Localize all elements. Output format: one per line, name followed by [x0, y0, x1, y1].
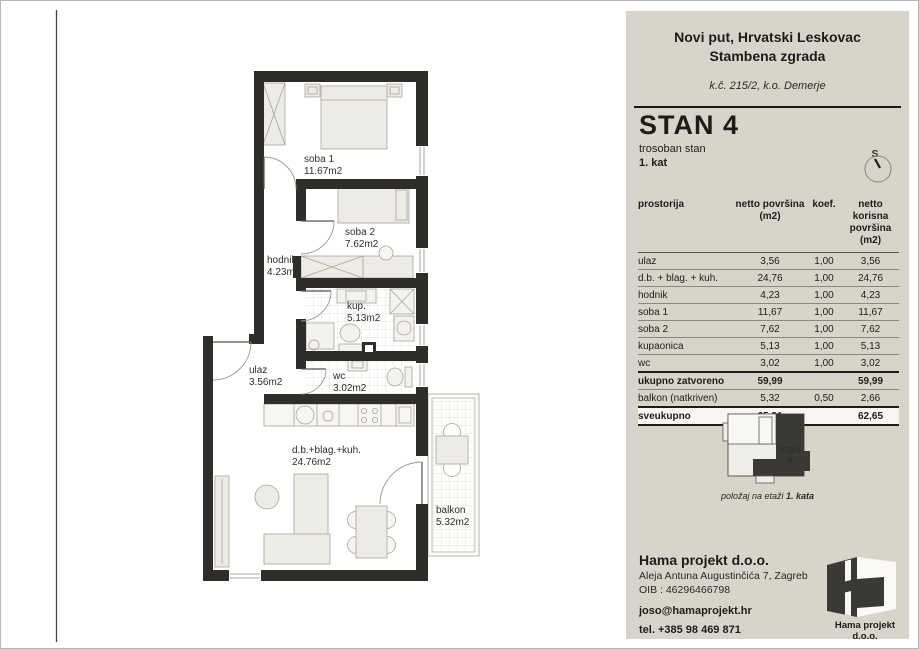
title-block-panel — [626, 11, 909, 642]
cell-room: kupaonica — [638, 338, 734, 355]
door-entrance — [213, 342, 251, 380]
compass-icon — [861, 146, 901, 188]
col-header: netto korisna površina (m2) — [842, 199, 899, 253]
project-title-line2: Stambena zgrada — [709, 48, 826, 64]
table-row — [638, 355, 899, 373]
apartment-id: STAN 4 — [639, 110, 740, 140]
room-area: 5.32m2 — [436, 517, 470, 528]
company-logo — [825, 553, 905, 642]
divider-line — [634, 106, 901, 108]
room-label: wc — [333, 371, 346, 382]
cell-netto: 4,23 — [734, 287, 806, 304]
cell-korisna: 11,67 — [842, 304, 899, 321]
hama-logo-icon — [825, 553, 899, 619]
table-row — [638, 321, 899, 338]
room-area: 3.02m2 — [333, 383, 367, 394]
col-header: prostorija — [638, 199, 734, 253]
cell-room: hodnik — [638, 287, 734, 304]
dining-table — [356, 506, 387, 558]
room-area: 5.13m2 — [347, 313, 381, 324]
diagram-unit-number: 4 — [787, 456, 793, 465]
door-soba1 — [264, 157, 296, 189]
company-name: Hama projekt d.o.o. — [639, 552, 769, 568]
window-soba1 — [416, 146, 428, 176]
parcel-number: k.č. 215/2, k.o. Demerje — [709, 80, 826, 92]
cell-room: ulaz — [638, 253, 734, 270]
cell-korisna: 5,13 — [842, 338, 899, 355]
apartment-type: trosoban stan — [639, 143, 706, 155]
door-soba2 — [301, 221, 334, 254]
col-header: koef. — [806, 199, 842, 253]
cell-korisna: 3,56 — [842, 253, 899, 270]
balcony-table — [436, 436, 468, 464]
cell-netto: 5,32 — [734, 390, 806, 408]
project-title — [626, 28, 909, 66]
room-area: 4.23m2 — [267, 267, 301, 278]
double-bed — [321, 86, 387, 149]
cell-korisna: 24,76 — [842, 270, 899, 287]
room-label: kup. — [347, 301, 366, 312]
col-header: netto površina (m2) — [734, 199, 806, 253]
table-row — [638, 338, 899, 355]
room-label: soba 2 — [345, 227, 376, 238]
diagram-unit-label: STAN — [779, 446, 801, 455]
room-area: 24.76m2 — [292, 457, 331, 468]
cell-netto: 7,62 — [734, 321, 806, 338]
room-label: soba 1 — [304, 154, 335, 165]
sofa — [264, 534, 330, 564]
hall-closet — [301, 256, 363, 278]
cell-korisna: 62,65 — [842, 407, 899, 425]
toilet-tank — [339, 344, 362, 352]
cell-koef: 1,00 — [806, 287, 842, 304]
cell-netto: 3,02 — [734, 355, 806, 373]
room-area: 3.56m2 — [249, 377, 283, 388]
living-furniture — [215, 474, 396, 567]
sofa — [294, 474, 328, 536]
table-row — [638, 253, 899, 270]
cell-koef: 1,00 — [806, 338, 842, 355]
cell-koef: 1,00 — [806, 355, 842, 373]
cell-room: ukupno zatvoreno — [638, 372, 734, 390]
room-label: ulaz — [249, 365, 268, 376]
cell-room: d.b. + blag. + kuh. — [638, 270, 734, 287]
cell-koef: 0,50 — [806, 390, 842, 408]
cell-koef: 1,00 — [806, 270, 842, 287]
company-address: Aleja Antuna Augustinčića 7, Zagreb — [639, 570, 808, 582]
shower — [306, 323, 334, 349]
diagram-caption-floor: 1. kata — [786, 491, 815, 501]
area-table — [638, 199, 899, 426]
company-phone: tel. +385 98 469 871 — [639, 624, 741, 636]
logo-caption: Hama projekt d.o.o. — [834, 620, 896, 642]
cell-room: soba 1 — [638, 304, 734, 321]
cell-room: sveukupno — [638, 407, 734, 425]
cell-koef: 1,00 — [806, 253, 842, 270]
window-bottom — [229, 570, 261, 581]
table-row — [638, 287, 899, 304]
cell-netto: 3,56 — [734, 253, 806, 270]
table-header-row — [638, 199, 899, 253]
window-soba2 — [416, 248, 428, 273]
compass-north-label: S — [871, 149, 879, 160]
window-wc — [416, 363, 428, 387]
door-balcony — [380, 462, 422, 504]
kitchen-counter — [264, 404, 414, 426]
cell-netto: 5,13 — [734, 338, 806, 355]
table-row — [638, 270, 899, 287]
diagram-caption — [626, 491, 909, 501]
toilet-bowl — [340, 324, 360, 342]
room-label: hodnik — [267, 255, 297, 266]
company-oib: OIB : 46296466798 — [639, 584, 731, 596]
company-info — [639, 552, 808, 636]
soba1-furniture — [263, 83, 402, 149]
coffee-table — [255, 485, 279, 509]
room-label: d.b.+blag.+kuh. — [292, 445, 361, 456]
cell-koef: 1,00 — [806, 321, 842, 338]
cell-netto: 59,99 — [734, 372, 806, 390]
apartment-floor: 1. kat — [639, 157, 668, 169]
apartment-header — [639, 111, 739, 169]
nightstand — [387, 84, 402, 97]
room-area: 11.67m2 — [304, 166, 343, 177]
cell-korisna: 3,02 — [842, 355, 899, 373]
cell-room: wc — [638, 355, 734, 373]
room-label: balkon — [436, 505, 466, 516]
table-row — [638, 304, 899, 321]
cell-korisna: 2,66 — [842, 390, 899, 408]
room-area: 7.62m2 — [345, 239, 379, 250]
nightstand — [305, 84, 320, 97]
cell-netto: 24,76 — [734, 270, 806, 287]
cell-netto: 11,67 — [734, 304, 806, 321]
cell-koef — [806, 372, 842, 390]
cell-korisna: 59,99 — [842, 372, 899, 390]
cell-korisna: 4,23 — [842, 287, 899, 304]
cell-room: balkon (natkriven) — [638, 390, 734, 408]
toilet-tank — [405, 367, 412, 387]
diagram-caption-text: položaj na etaži — [720, 491, 784, 501]
table-row — [638, 390, 899, 408]
project-title-line1: Novi put, Hrvatski Leskovac — [674, 29, 861, 45]
stool — [379, 246, 393, 260]
cell-room: soba 2 — [638, 321, 734, 338]
table-row-subtotal — [638, 372, 899, 390]
toilet-bowl — [387, 368, 403, 386]
window-kup — [416, 324, 428, 346]
cell-koef: 1,00 — [806, 304, 842, 321]
company-email[interactable]: joso@hamaprojekt.hr — [639, 605, 752, 617]
pillow — [396, 190, 407, 220]
cell-korisna: 7,62 — [842, 321, 899, 338]
